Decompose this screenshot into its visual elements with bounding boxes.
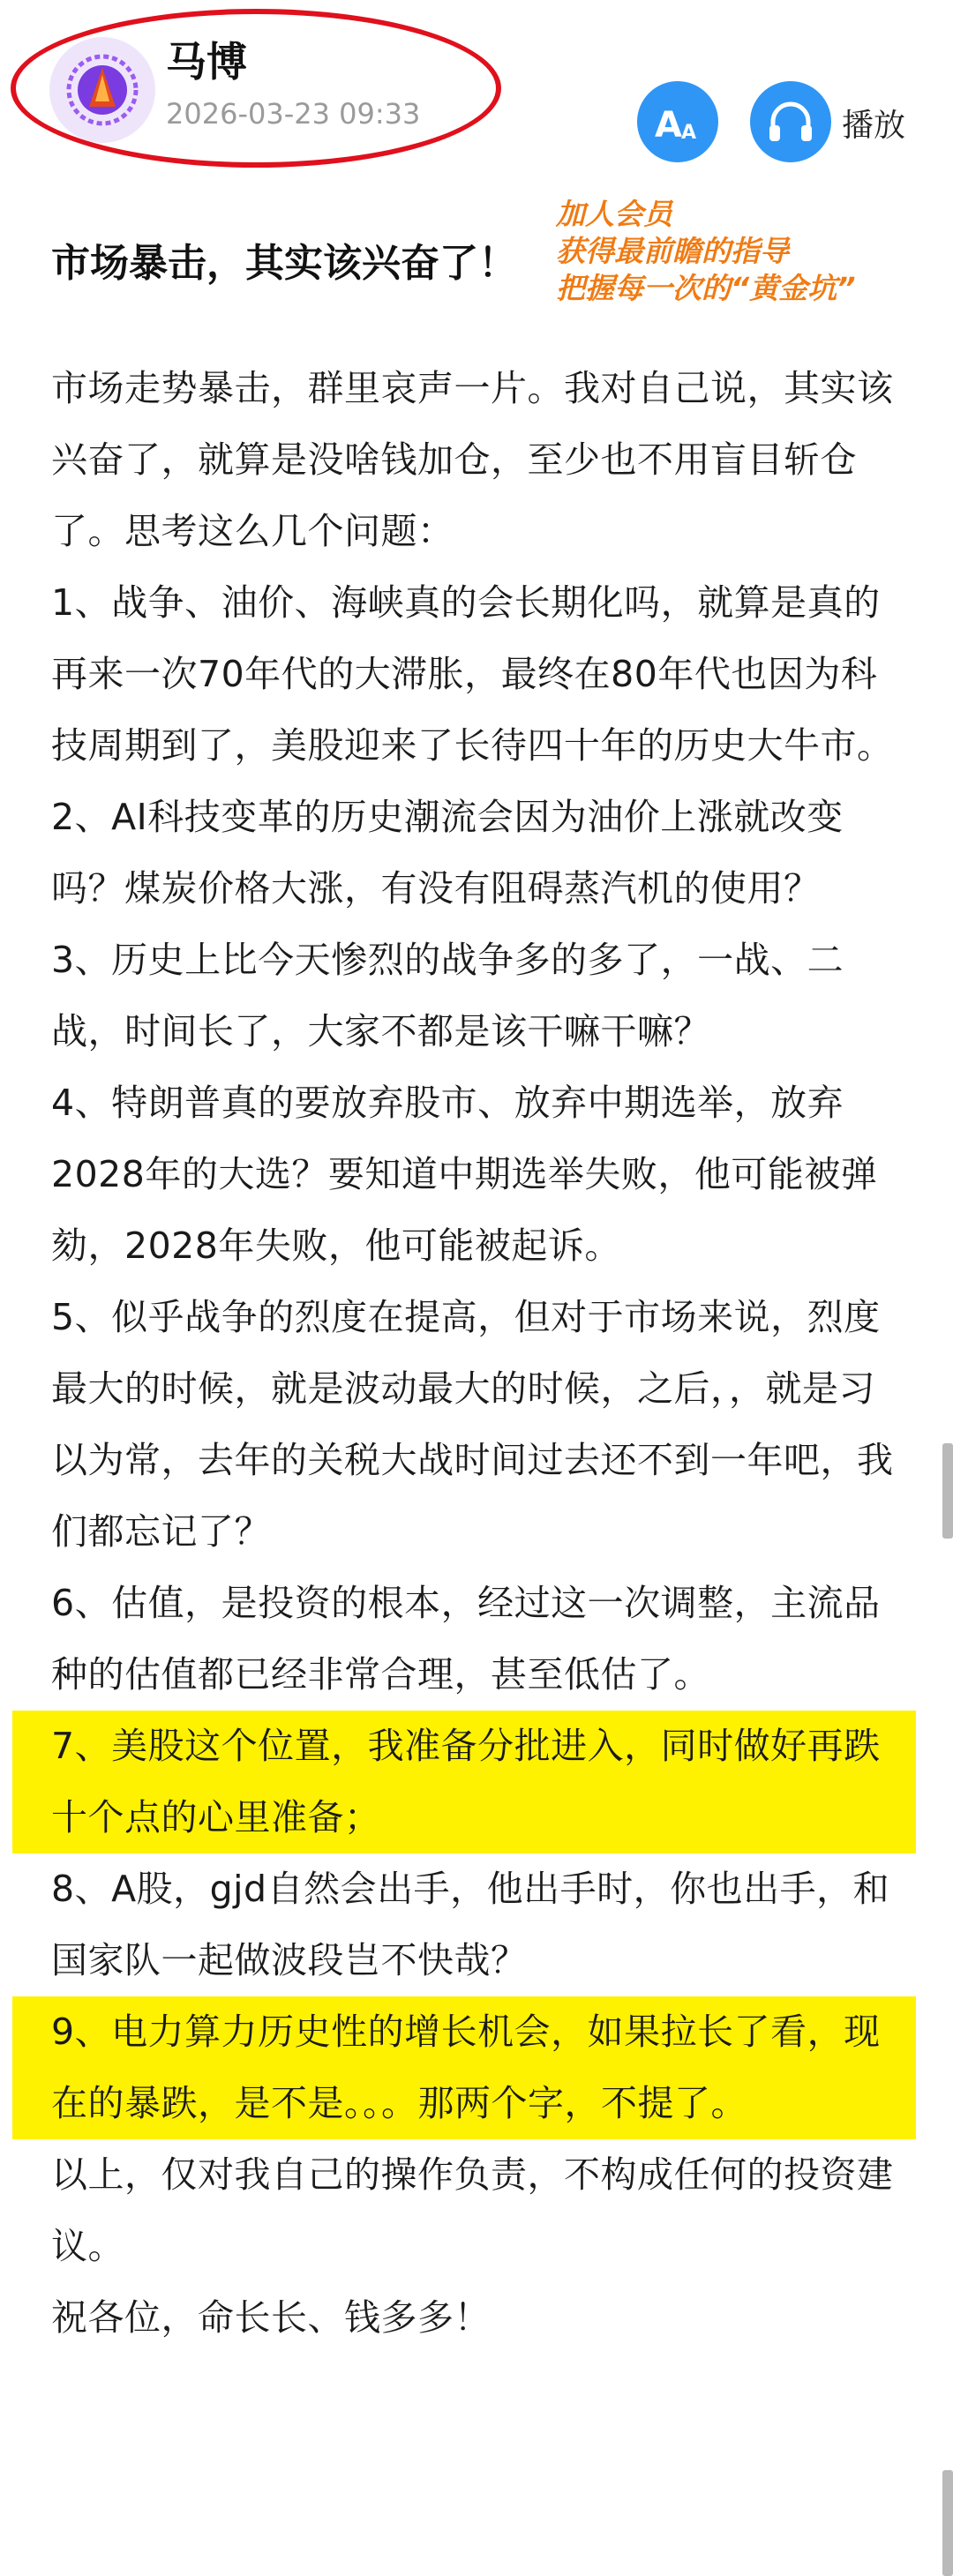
paragraph: 3、历史上比今天惨烈的战争多的多了，一战、二战，时间长了，大家不都是该干嘛干嘛？ bbox=[51, 939, 844, 1052]
svg-text:A: A bbox=[655, 105, 682, 144]
red-annotation-circle bbox=[11, 9, 501, 168]
author-name[interactable]: 马博 bbox=[166, 38, 247, 86]
play-label[interactable]: 播放 bbox=[842, 108, 906, 144]
membership-promo[interactable] bbox=[556, 196, 856, 307]
paragraph: 2、AI科技变革的历史潮流会因为油价上涨就改变吗？煤炭价格大涨，有没有阻碍蒸汽机的使用？ bbox=[51, 796, 844, 910]
paragraph: 5、似乎战争的烈度在提高，但对于市场来说，烈度最大的时候，就是波动最大的时候，之后，，就是习以为常，去年的关税大战时间过去还不到一年吧，我们都忘记了？ bbox=[51, 1296, 894, 1553]
promo-line: 获得最前瞻的指导 bbox=[556, 234, 789, 268]
article-title: 市场暴击，其实该兴奋了！ bbox=[51, 241, 517, 286]
scrollbar-thumb[interactable] bbox=[942, 1443, 953, 1539]
promo-line: 把握每一次的“黄金坑” bbox=[556, 271, 856, 305]
paragraph: 市场走势暴击，群里哀声一片。我对自己说，其实该兴奋了，就算是没啥钱加仓，至少也不用盲目斩仓了。思考这么几个问题： bbox=[51, 367, 894, 552]
svg-text:A: A bbox=[681, 122, 697, 144]
scrollbar-thumb[interactable] bbox=[942, 2470, 953, 2576]
paragraph: 1、战争、油价、海峡真的会长期化吗，就算是真的再来一次70年代的大滞胀，最终在80年代也因为科技周期到了，美股迎来了长待四十年的历史大牛市。 bbox=[51, 581, 894, 767]
promo-line: 加人会员 bbox=[556, 197, 672, 231]
headphones-icon bbox=[766, 99, 815, 145]
article-body bbox=[0, 353, 953, 2354]
font-size-button[interactable] bbox=[637, 81, 718, 162]
paragraph: 6、估值，是投资的根本，经过这一次调整，主流品种的估值都已经非常合理，甚至低估了。 bbox=[51, 1582, 881, 1696]
highlighted-paragraph: 9、电力算力历史性的增长机会，如果拉长了看，现在的暴跌，是不是。。。那两个字，不提了。 bbox=[12, 1996, 916, 2139]
highlighted-paragraph: 7、美股这个位置，我准备分批进入，同时做好再跌十个点的心里准备； bbox=[12, 1711, 916, 1853]
font-size-icon bbox=[651, 100, 704, 144]
post-timestamp: 2026-03-23 09:33 bbox=[166, 97, 421, 131]
paragraph: 祝各位，命长长、钱多多！ bbox=[51, 2296, 491, 2339]
paragraph: 4、特朗普真的要放弃股市、放弃中期选举，放弃2028年的大选？要知道中期选举失败，他可能被弹劾，2028年失败，他可能被起诉。 bbox=[51, 1082, 878, 1267]
play-button[interactable] bbox=[750, 81, 831, 162]
paragraph: 8、A股，gjd自然会出手，他出手时，你也出手，和国家队一起做波段岂不快哉？ bbox=[51, 1868, 890, 1981]
paragraph: 以上，仅对我自己的操作负责，不构成任何的投资建议。 bbox=[51, 2153, 894, 2267]
